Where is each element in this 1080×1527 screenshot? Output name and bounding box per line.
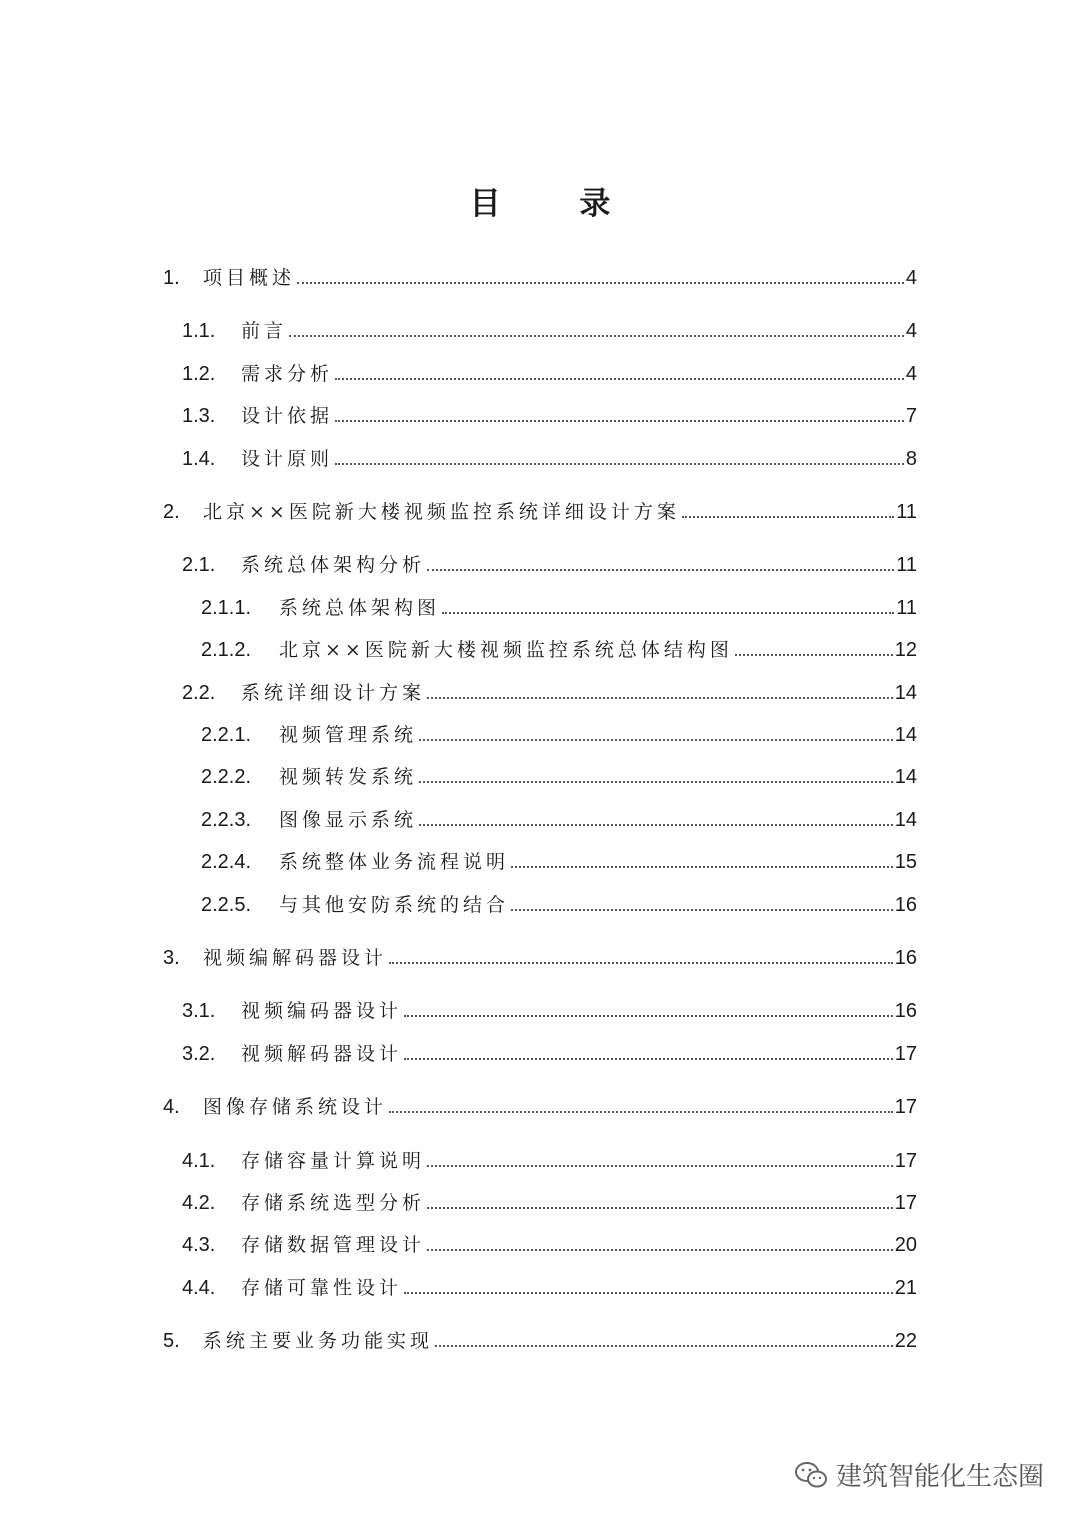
- toc-entry[interactable]: [182, 675, 917, 705]
- toc-leader-dots: [735, 654, 893, 656]
- toc-entry[interactable]: [163, 1323, 917, 1353]
- toc-leader-dots: [289, 335, 904, 337]
- toc-entry-page: 16: [894, 947, 917, 969]
- toc-entry-number: 3.2.: [182, 1043, 216, 1065]
- toc-entry-page: 4: [905, 267, 917, 289]
- toc-entry-page: 21: [894, 1277, 917, 1299]
- toc-entry[interactable]: [201, 717, 917, 747]
- toc-entry-page: 4: [905, 363, 917, 385]
- toc-leader-dots: [511, 909, 893, 911]
- toc-entry-page: 11: [896, 597, 917, 619]
- toc-entry-title: 存储系统选型分析: [241, 1192, 426, 1214]
- toc-entry[interactable]: [201, 887, 917, 917]
- toc-leader-dots: [427, 1165, 893, 1167]
- toc-entry-title: 视频转发系统: [279, 766, 418, 788]
- toc-leader-dots: [427, 1249, 893, 1251]
- toc-entry[interactable]: [182, 1185, 917, 1215]
- toc-entry[interactable]: [182, 1036, 917, 1066]
- toc-entry-page: 17: [894, 1150, 917, 1172]
- toc-entry[interactable]: [163, 1089, 917, 1119]
- toc-leader-dots: [435, 1345, 893, 1347]
- toc-leader-dots: [682, 516, 894, 518]
- watermark-text: 建筑智能化生态圈: [835, 1462, 1044, 1492]
- toc-leader-dots: [297, 282, 904, 284]
- toc-entry-title: 设计原则: [241, 448, 334, 470]
- toc-entry-number: 1.1.: [182, 320, 216, 342]
- toc-leader-dots: [335, 378, 904, 380]
- toc-entry-number: 3.1.: [182, 1000, 216, 1022]
- toc-entry-page: 14: [894, 682, 917, 704]
- toc-leader-dots: [335, 420, 904, 422]
- toc-entry[interactable]: [201, 802, 917, 832]
- toc-entry[interactable]: [182, 547, 917, 577]
- toc-entry-page: 22: [894, 1330, 917, 1352]
- toc-entry-title: 需求分析: [241, 363, 334, 385]
- toc-entry[interactable]: [182, 1227, 917, 1257]
- toc-entry-title: 系统整体业务流程说明: [279, 851, 510, 873]
- toc-entry-title: 前言: [241, 320, 288, 342]
- toc-leader-dots: [389, 1111, 893, 1113]
- toc-entry-title: 视频解码器设计: [241, 1043, 403, 1065]
- toc-entry[interactable]: [201, 844, 917, 874]
- toc-entry-title: 视频编解码器设计: [203, 947, 388, 969]
- toc-entry-number: 2.: [163, 501, 180, 523]
- toc-leader-dots: [442, 612, 894, 614]
- toc-entry-number: 3.: [163, 947, 180, 969]
- toc-leader-dots: [335, 463, 904, 465]
- toc-entry-title: 存储容量计算说明: [241, 1150, 426, 1172]
- toc-entry-title: 与其他安防系统的结合: [279, 894, 510, 916]
- toc-entry-page: 14: [894, 809, 917, 831]
- toc-entry-page: 15: [894, 851, 917, 873]
- toc-entry-number: 2.2.5.: [201, 894, 252, 916]
- toc-leader-dots: [427, 697, 893, 699]
- toc-leader-dots: [419, 824, 893, 826]
- toc-entry-number: 1.2.: [182, 363, 216, 385]
- toc-entry-number: 4.2.: [182, 1192, 216, 1214]
- toc-entry[interactable]: [182, 356, 917, 386]
- toc-leader-dots: [419, 781, 893, 783]
- toc-leader-dots: [389, 962, 893, 964]
- toc-entry-page: 16: [894, 894, 917, 916]
- toc-entry-title: 视频编码器设计: [241, 1000, 403, 1022]
- toc-entry-number: 4.1.: [182, 1150, 216, 1172]
- toc-entry-page: 20: [894, 1234, 917, 1256]
- toc-entry-number: 1.4.: [182, 448, 216, 470]
- toc-entry-title: 北京××医院新大楼视频监控系统总体结构图: [279, 639, 733, 661]
- toc-entry-number: 4.: [163, 1096, 180, 1118]
- toc-entry-title: 北京××医院新大楼视频监控系统详细设计方案: [203, 501, 680, 523]
- toc-entry-number: 2.2.2.: [201, 766, 252, 788]
- toc-entry-number: 1.: [163, 267, 180, 289]
- toc-leader-dots: [427, 569, 894, 571]
- toc-entry-page: 8: [905, 448, 917, 470]
- toc-entry-title: 系统总体架构分析: [241, 554, 426, 576]
- toc-entry-title: 视频管理系统: [279, 724, 418, 746]
- toc-entry-page: 4: [905, 320, 917, 342]
- toc-entry-title: 存储数据管理设计: [241, 1234, 426, 1256]
- toc-leader-dots: [511, 866, 893, 868]
- toc-entry-page: 17: [894, 1043, 917, 1065]
- toc-entry[interactable]: [201, 759, 917, 789]
- toc-entry-page: 17: [894, 1192, 917, 1214]
- toc-entry-page: 7: [905, 405, 917, 427]
- toc-entry-title: 图像存储系统设计: [203, 1096, 388, 1118]
- toc-entry-title: 系统总体架构图: [279, 597, 441, 619]
- toc-entry-title: 系统详细设计方案: [241, 682, 426, 704]
- toc-entry-number: 4.3.: [182, 1234, 216, 1256]
- wechat-icon: [794, 1461, 828, 1489]
- toc-entry-number: 1.3.: [182, 405, 216, 427]
- toc-entry-page: 12: [894, 639, 917, 661]
- toc-entry-number: 5.: [163, 1330, 180, 1352]
- toc-entry[interactable]: [201, 590, 917, 620]
- toc-leader-dots: [404, 1015, 893, 1017]
- toc-entry-number: 2.2.4.: [201, 851, 252, 873]
- toc-entry-page: 14: [894, 766, 917, 788]
- toc-entry-page: 16: [894, 1000, 917, 1022]
- toc-leader-dots: [419, 739, 893, 741]
- toc-entry[interactable]: [182, 1143, 917, 1173]
- toc-entry[interactable]: [182, 313, 917, 343]
- toc-entry[interactable]: [182, 398, 917, 428]
- toc-entry-title: 项目概述: [203, 267, 296, 289]
- toc-entry-number: 2.1.2.: [201, 639, 252, 661]
- toc-entry[interactable]: [182, 1270, 917, 1300]
- toc-entry-number: 2.2.3.: [201, 809, 252, 831]
- toc-entry-number: 2.2.: [182, 682, 216, 704]
- toc-entry[interactable]: [163, 260, 917, 290]
- toc-entry-page: 11: [896, 501, 917, 523]
- toc-entry-number: 2.1.: [182, 554, 216, 576]
- toc-entry-page: 17: [894, 1096, 917, 1118]
- toc-entry[interactable]: [201, 632, 917, 662]
- toc-entry[interactable]: [163, 494, 917, 524]
- toc-entry-title: 图像显示系统: [279, 809, 418, 831]
- toc-entry-page: 11: [896, 554, 917, 576]
- toc-leader-dots: [404, 1058, 893, 1060]
- toc-entry-number: 2.1.1.: [201, 597, 252, 619]
- toc-leader-dots: [427, 1207, 893, 1209]
- watermark: [794, 1456, 1044, 1493]
- toc-entry-number: 2.2.1.: [201, 724, 252, 746]
- toc-entry-title: 存储可靠性设计: [241, 1277, 403, 1299]
- toc-entry-title: 系统主要业务功能实现: [203, 1330, 434, 1352]
- toc-entry-title: 设计依据: [241, 405, 334, 427]
- toc-entry-number: 4.4.: [182, 1277, 216, 1299]
- toc-entry-page: 14: [894, 724, 917, 746]
- toc-entry[interactable]: [182, 441, 917, 471]
- toc-entry[interactable]: [182, 993, 917, 1023]
- page-title: 目 录: [469, 186, 645, 222]
- toc-entry[interactable]: [163, 940, 917, 970]
- toc-leader-dots: [404, 1292, 893, 1294]
